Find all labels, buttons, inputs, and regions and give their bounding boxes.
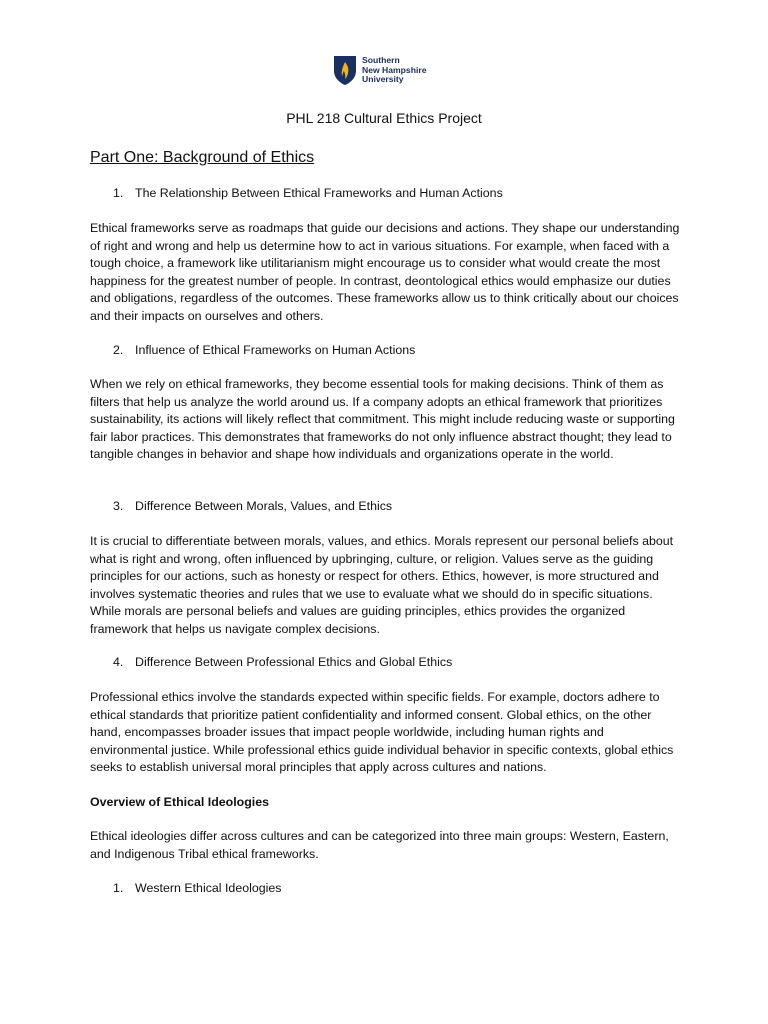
logo-wordmark [362, 56, 426, 85]
item-number: 1. [113, 881, 124, 895]
numbered-heading-2 [113, 342, 415, 360]
paragraph-3: It is crucial to differentiate between morals, values, and ethics. Morals represent our personal beliefs about what is right and wrong, often influenced by upbringing, culture, or religion. Values serve as the guiding principles for our actions, such as honesty or respect for others. Ethics, however, is more structured and involves systematic theories and rules that we use to evaluate what we should do in specific situations. While morals are personal beliefs and values are guiding principles, ethics provides the organized framework that helps us navigate complex decisions. [90, 534, 674, 636]
item-heading: Western Ethical Ideologies [135, 881, 282, 895]
overview-heading: Overview of Ethical Ideologies [90, 795, 270, 809]
numbered-heading-4 [113, 654, 452, 672]
part-heading: Part One: Background of Ethics [90, 149, 315, 166]
overview-paragraph: Ethical ideologies differ across cultures and can be categorized into three main groups: Western, Eastern, and Indigenous Tribal ethical frameworks. [90, 829, 669, 861]
university-logo [333, 55, 426, 86]
logo-line-2: New Hampshire [362, 64, 427, 75]
item-number: 3. [113, 499, 124, 513]
item-number: 2. [113, 343, 124, 357]
paragraph-1: Ethical frameworks serve as roadmaps that guide our decisions and actions. They shape our understanding of right and wrong and help us determine how to act in various situations. For example, when faced with a tough choice, a framework like utilitarianism might encourage us to consider what would create the most happiness for the greatest number of people. In contrast, deontological ethics would emphasize our duties and obligations, regardless of the outcomes. These frameworks allow us to think critically about our choices and their impacts on ourselves and others. [90, 221, 680, 323]
numbered-heading-3 [113, 498, 392, 516]
item-number: 4. [113, 655, 124, 669]
numbered-heading-1 [113, 185, 503, 203]
item-number: 1. [113, 186, 124, 200]
paragraph-2: When we rely on ethical frameworks, they become essential tools for making decisions. Think of them as filters that help us analyze the world around us. If a company adopts an ethical framework that prioritizes sustainability, its actions will likely reflect that commitment. This might include reducing waste or supporting fair labor practices. This demonstrates that frameworks do not only influence abstract thought; they lead to tangible changes in behavior and shape how individuals and organizations operate in the world. [90, 377, 675, 461]
logo-line-3: University [362, 74, 404, 85]
item-heading: Difference Between Professional Ethics and Global Ethics [135, 655, 453, 669]
item-heading: Difference Between Morals, Values, and Ethics [135, 499, 393, 513]
paragraph-4: Professional ethics involve the standards expected within specific fields. For example, doctors adhere to ethical standards that prioritize patient confidentiality and informed consent. Global ethics, on the other hand, encompasses broader issues that impact people worldwide, including human rights and environmental justice. While professional ethics guide individual behavior in specific contexts, global ethics seeks to establish universal moral principles that apply across cultures and nations. [90, 690, 674, 774]
item-heading: The Relationship Between Ethical Frameworks and Human Actions [135, 186, 503, 200]
logo-line-1: Southern [362, 55, 400, 66]
document-title: PHL 218 Cultural Ethics Project [286, 110, 482, 126]
numbered-heading-western [113, 880, 281, 898]
shield-flame-icon [333, 55, 357, 86]
item-heading: Influence of Ethical Frameworks on Human Actions [135, 343, 416, 357]
